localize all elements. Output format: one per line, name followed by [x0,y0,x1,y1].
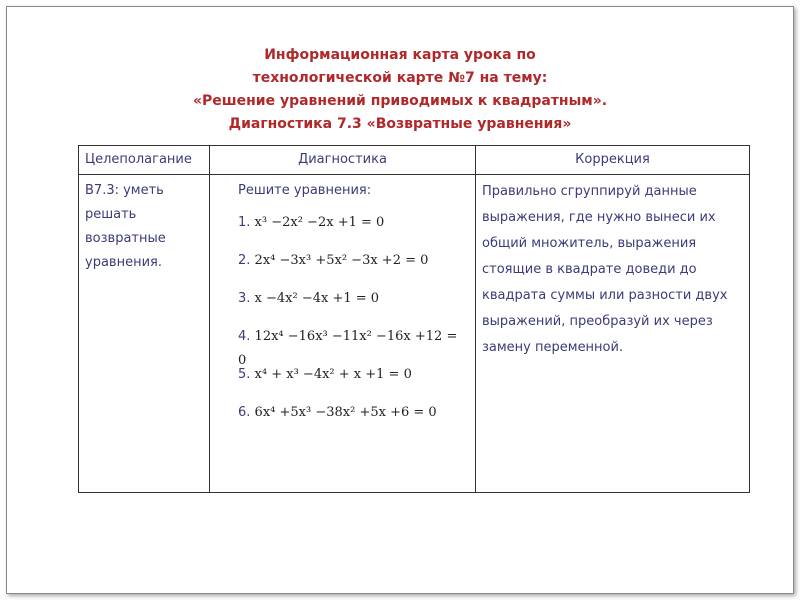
equation-number: 6. [238,405,251,420]
slide-title [0,44,800,136]
equation-5 [216,363,469,401]
equation-number: 2. [238,253,251,268]
equation-text: 6x⁴ +5x³ −38x² +5x +6 = 0 [254,405,437,420]
equation-3 [216,287,469,325]
content-row [79,175,750,493]
header-row [79,146,750,175]
equation-6 [216,401,469,439]
equation-1 [216,211,469,249]
equation-text: x⁴ + x³ −4x² + x +1 = 0 [254,367,412,382]
header-goal: Целеполагание [79,146,210,175]
equation-number: 5. [238,367,251,382]
equation-text: 12x⁴ −16x³ −11x² −16x +12 = 0 [238,329,458,368]
diagnostics-cell [210,175,476,493]
equation-text: x −4x² −4x +1 = 0 [254,291,380,306]
info-table [78,145,750,493]
equation-number: 4. [238,329,251,344]
header-correction: Коррекция [476,146,750,175]
title-line: Диагностика 7.3 «Возвратные уравнения» [228,116,572,132]
equation-2 [216,249,469,287]
diagnostics-lead: Решите уравнения: [238,183,372,198]
equation-text: 2x⁴ −3x³ +5x² −3x +2 = 0 [254,253,429,268]
equation-4 [216,325,469,368]
title-line: технологической карте №7 на тему: [252,70,548,86]
equation-text: x³ −2x² −2x +1 = 0 [254,215,385,230]
correction-cell: Правильно сгруппируй данные выражения, где нужно вынеси их общий множитель, выражения стоящие в квадрате доведи до квадрата суммы или разности двух выражений, преобразуй их через замену переменной. [476,175,750,493]
equation-number: 3. [238,291,251,306]
goal-cell: В7.3: уметь решать возвратные уравнения. [79,175,210,493]
title-line: «Решение уравнений приводимых к квадратным». [192,93,608,109]
title-line: Информационная карта урока по [264,47,536,63]
equation-number: 1. [238,215,251,230]
header-diagnostics: Диагностика [210,146,476,175]
